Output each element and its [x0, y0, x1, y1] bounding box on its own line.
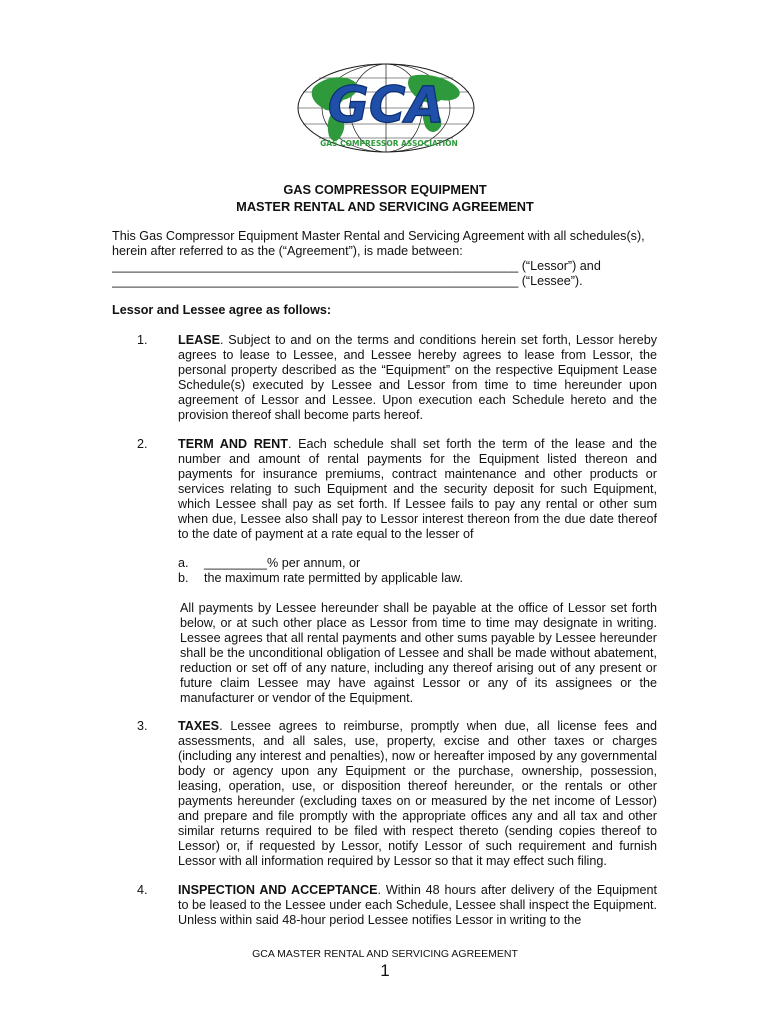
sub-item-b [178, 571, 463, 586]
lessee-line: __________________________________________________________ (“Lessee”). [112, 274, 583, 288]
section-text: . Lessee agrees to reimburse, promptly when due, all license fees and assessments, and all sales, use, property, excise and other taxes or charges (including any interest and penalties), now or hereafter imposed by any governmental body or agency upon any Equipment or the purchase, ownership, possession, leasing, operation, use, or disposition thereof hereunder, or the rentals or other payments hereunder (excluding taxes on or measured by the net income of Lessor) and prepare and file promptly with the appropriate offices any and all tax and other similar returns required to be filed with respect thereto (sending copies thereof to Lessor) or, if requested by Lessor, notify Lessor of such requirement and furnish Lessor with all information required by Lessor so that it may effect such filing. [178, 719, 657, 868]
lessor-line: __________________________________________________________ (“Lessor”) and [112, 259, 601, 273]
section-heading: TERM AND RENT [178, 437, 288, 451]
section-number: 1. [137, 333, 148, 347]
logo-tagline: GAS COMPRESSOR ASSOCIATION [320, 139, 458, 148]
section-heading: TAXES [178, 719, 220, 733]
section-term-and-rent [112, 437, 657, 542]
sub-item-text: the maximum rate permitted by applicable law. [204, 571, 463, 585]
section-number: 3. [137, 719, 148, 733]
section-lease [112, 333, 657, 423]
gca-logo [293, 62, 479, 160]
section-number: 4. [137, 883, 148, 897]
section-inspection-and-acceptance [112, 883, 657, 928]
section-text: . Subject to and on the terms and conditions herein set forth, Lessor hereby agrees to lease to Lessee, and Lessee hereby agrees to lease from Lessor, the personal property described as the “Equipment” on the respective Equipment Lease Schedule(s) executed by Lessee and Lessor from time to time hereunder upon agreement of Lessor and Lessee. Upon execution each Schedule hereto and the provision thereof shall become parts hereof. [178, 333, 657, 422]
sub-item-letter: b. [178, 571, 189, 585]
page-footer: GCA MASTER RENTAL AND SERVICING AGREEMENT [252, 948, 518, 960]
section-heading: INSPECTION AND ACCEPTANCE [178, 883, 378, 897]
sub-item-text: _________% per annum, or [204, 556, 361, 570]
section-text: . Each schedule shall set forth the term of the lease and the number and amount of rental payments for the Equipment listed thereon and payments for insurance premiums, contract maintenance and other products or services relating to such Equipment and the security deposit for such Equipment, which Lessee shall pay as set forth. If Lessee fails to pay any rental or other sum when due, Lessee also shall pay to Lessor interest thereon from the due date thereof to the date of payment at a rate equal to the lesser of [178, 437, 657, 541]
page-number: 1 [380, 961, 390, 980]
sub-item-a [178, 556, 360, 571]
agree-heading: Lessor and Lessee agree as follows: [112, 303, 332, 317]
section-number: 2. [137, 437, 148, 451]
section-taxes [112, 719, 657, 869]
section-text: . Within 48 hours after delivery of the Equipment to be leased to the Lessee under each Schedule, Lessee shall inspect the Equipment. Unless within said 48-hour period Lessee notifies Lessor in writing to the [178, 883, 657, 927]
logo-letters: GCA [327, 76, 445, 134]
sub-item-letter: a. [178, 556, 189, 570]
section-heading: LEASE [178, 333, 220, 347]
document-title-line2: MASTER RENTAL AND SERVICING AGREEMENT [236, 199, 534, 214]
intro-block [112, 229, 657, 289]
intro-text: This Gas Compressor Equipment Master Rental and Servicing Agreement with all schedules(s), herein after referred to as the (“Agreement”), is made between: [112, 229, 645, 258]
document-title-line1: GAS COMPRESSOR EQUIPMENT [283, 182, 487, 197]
payments-paragraph: All payments by Lessee hereunder shall be payable at the office of Lessor set forth below, or at such other place as Lessor from time to time may designate in writing. Lessee agrees that all rental payments and other sums payable by Lessee hereunder shall be the unconditional obligation of Lessee and shall be made without abatement, reduction or set off of any nature, including any thereof arising out of any present or future claim Lessee may have against Lessor or any of its assignees or the manufacturer or vendor of the Equipment. [180, 601, 657, 705]
